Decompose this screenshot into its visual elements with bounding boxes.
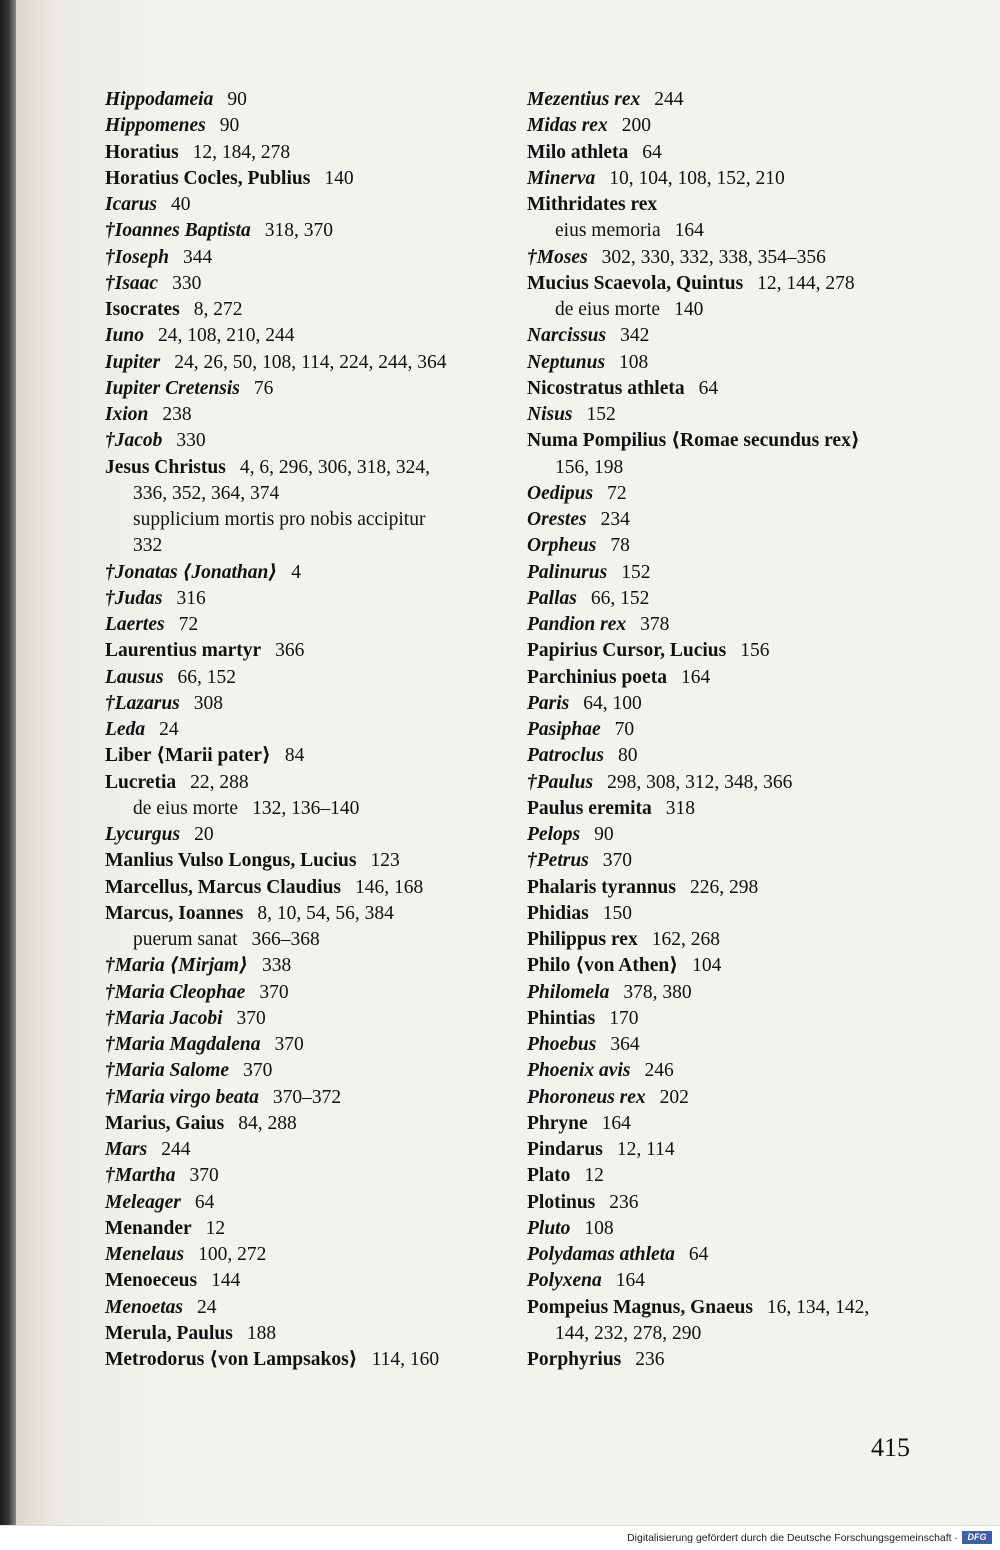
entry-name: †Maria Cleophae <box>105 981 246 1003</box>
page-refs: 370 <box>602 850 633 872</box>
entry-name: Palinurus <box>527 561 608 583</box>
index-entry <box>105 980 525 1006</box>
page-refs: 90 <box>219 115 240 137</box>
index-entry <box>527 140 947 166</box>
page-refs: 144, 232, 278, 290 <box>555 1322 702 1344</box>
page-refs: 132, 136–140 <box>252 797 360 819</box>
page-refs: 164 <box>601 1112 631 1134</box>
index-entry <box>527 743 947 769</box>
footer-bar <box>0 1525 1000 1550</box>
entry-name: †Moses <box>527 246 588 268</box>
page-refs: 366–368 <box>251 929 320 950</box>
index-entry <box>105 1242 525 1268</box>
page-refs: 330 <box>172 272 202 294</box>
page-refs: 64 <box>642 141 662 163</box>
index-entry <box>527 271 947 297</box>
page-refs: 70 <box>614 719 635 740</box>
index-column-left <box>105 87 525 1373</box>
entry-name: Orpheus <box>527 535 597 557</box>
page-refs: 332 <box>133 535 163 557</box>
entry-name: Polyxena <box>527 1270 602 1292</box>
entry-name: Numa Pompilius ⟨Romae secundus rex⟩ <box>527 430 860 452</box>
subentry-text: puerum sanat <box>133 929 238 950</box>
index-column-right <box>527 87 947 1373</box>
subentry-text: de eius morte <box>555 299 661 320</box>
index-entry <box>527 980 947 1006</box>
page-refs: 114, 160 <box>371 1349 440 1370</box>
page-refs: 308 <box>193 692 224 714</box>
index-entry <box>527 1137 947 1163</box>
index-entry <box>527 1268 947 1294</box>
page-refs: 24 <box>197 1296 217 1318</box>
page-refs: 152 <box>586 404 616 425</box>
entry-name: Pindarus <box>527 1139 603 1160</box>
entry-name: Metrodorus ⟨von Lampsakos⟩ <box>105 1349 358 1370</box>
page-refs: 164 <box>615 1270 645 1292</box>
page-refs: 162, 268 <box>651 929 720 950</box>
entry-name: Ixion <box>105 404 149 425</box>
index-subentry <box>527 297 947 323</box>
entry-name: Nicostratus athleta <box>527 377 685 399</box>
page-refs: 152 <box>621 561 651 583</box>
page-refs: 24 <box>159 719 179 740</box>
index-entry <box>105 586 525 612</box>
index-entry <box>105 323 525 349</box>
index-entry <box>527 87 947 113</box>
entry-name: Iupiter Cretensis <box>105 377 240 399</box>
entry-name: Phryne <box>527 1112 588 1134</box>
page-refs: 40 <box>171 194 191 215</box>
page-refs: 226, 298 <box>689 876 759 898</box>
index-entry <box>105 612 525 638</box>
page-refs: 244 <box>161 1139 191 1160</box>
index-entry <box>105 218 525 244</box>
index-entry <box>105 1163 525 1189</box>
entry-name: Icarus <box>105 194 158 215</box>
page-refs: 100, 272 <box>198 1244 267 1265</box>
index-entry <box>105 140 525 166</box>
index-entry <box>527 560 947 586</box>
subentry-text: de eius morte <box>133 797 239 819</box>
index-entry <box>527 245 947 271</box>
index-entry <box>527 665 947 691</box>
entry-name: Hippomenes <box>105 115 206 137</box>
index-entry <box>105 87 525 113</box>
page-refs: 200 <box>621 115 651 137</box>
page-refs: 64, 100 <box>583 692 642 714</box>
entry-name: †Maria virgo beata <box>105 1086 259 1108</box>
index-entry <box>105 1321 525 1347</box>
index-entry <box>105 848 525 874</box>
page-refs: 10, 104, 108, 152, 210 <box>609 167 785 189</box>
entry-name: Pluto <box>527 1217 571 1239</box>
page-refs: 72 <box>607 482 627 504</box>
entry-name: Phidias <box>527 902 589 924</box>
page-refs: 12, 184, 278 <box>192 141 291 163</box>
entry-name: Lausus <box>105 666 164 688</box>
entry-name: Isocrates <box>105 299 180 320</box>
entry-name: †Petrus <box>527 850 589 872</box>
entry-name: Porphyrius <box>527 1349 622 1370</box>
index-entry <box>527 507 947 533</box>
index-entry <box>105 166 525 192</box>
page-refs: 202 <box>659 1086 689 1108</box>
page-refs: 64 <box>688 1244 709 1265</box>
index-entry <box>527 533 947 559</box>
entry-name: Menander <box>105 1217 192 1239</box>
index-entry <box>527 848 947 874</box>
dfg-logo: DFG <box>962 1531 992 1544</box>
page-refs: 4 <box>291 561 302 583</box>
index-entry <box>527 1295 947 1321</box>
index-entry <box>527 376 947 402</box>
index-entry <box>527 166 947 192</box>
entry-name: †Jacob <box>105 430 163 452</box>
index-entry <box>527 1085 947 1111</box>
index-entry <box>105 376 525 402</box>
index-entry <box>527 612 947 638</box>
entry-name: Mithridates rex <box>527 194 658 215</box>
index-entry <box>105 1032 525 1058</box>
entry-name: Pelops <box>527 824 581 845</box>
entry-name: Pompeius Magnus, Gnaeus <box>527 1296 753 1318</box>
index-entry <box>527 1032 947 1058</box>
entry-name: Nisus <box>527 404 573 425</box>
page-refs: 164 <box>680 666 711 688</box>
index-entry <box>527 586 947 612</box>
entry-name: Milo athleta <box>527 141 629 163</box>
index-continuation <box>105 481 525 507</box>
index-entry <box>527 402 947 428</box>
page-refs: 22, 288 <box>190 771 249 793</box>
index-entry <box>527 1242 947 1268</box>
entry-name: Menoetas <box>105 1296 183 1318</box>
page-refs: 366 <box>275 640 305 662</box>
entry-name: Hippodameia <box>105 89 214 110</box>
footer-credit-text: Digitalisierung gefördert durch die Deutsche Forschungsgemeinschaft · <box>627 1532 958 1544</box>
page-refs: 24, 26, 50, 108, 114, 224, 244, 364 <box>174 351 447 373</box>
index-entry <box>527 691 947 717</box>
page-refs: 108 <box>619 351 649 373</box>
entry-name: †Lazarus <box>105 692 180 714</box>
page-refs: 378 <box>640 614 670 635</box>
index-entry <box>105 1058 525 1084</box>
index-entry <box>105 350 525 376</box>
index-entry <box>105 1295 525 1321</box>
entry-name: Phintias <box>527 1007 596 1029</box>
index-entry <box>105 1006 525 1032</box>
page-refs: 370 <box>259 981 289 1003</box>
index-subentry <box>105 507 525 533</box>
page-refs: 336, 352, 364, 374 <box>133 482 280 504</box>
index-entry <box>527 875 947 901</box>
page-refs: 170 <box>609 1007 639 1029</box>
entry-name: Marcus, Ioannes <box>105 902 244 924</box>
entry-name: Mezentius rex <box>527 89 641 110</box>
index-entry <box>105 822 525 848</box>
index-entry <box>105 1216 525 1242</box>
entry-name: Merula, Paulus <box>105 1322 233 1344</box>
page-refs: 156 <box>740 640 770 662</box>
entry-name: †Maria ⟨Mirjam⟩ <box>105 955 248 977</box>
entry-name: Lucretia <box>105 771 177 793</box>
page-refs: 12, 114 <box>616 1139 675 1160</box>
page-refs: 20 <box>194 824 214 845</box>
page-refs: 370 <box>243 1060 273 1082</box>
index-entry <box>527 1163 947 1189</box>
index-entry <box>105 113 525 139</box>
index-entry <box>105 691 525 717</box>
entry-name: Paris <box>527 692 570 714</box>
entry-name: Patroclus <box>527 745 604 767</box>
page-refs: 330 <box>176 430 206 452</box>
page-refs: 80 <box>617 745 638 767</box>
page-refs: 164 <box>674 220 704 242</box>
page-refs: 344 <box>182 246 213 268</box>
entry-name: †Martha <box>105 1165 176 1187</box>
index-entry <box>527 1347 947 1373</box>
index-entry <box>527 1190 947 1216</box>
index-continuation <box>527 455 947 481</box>
index-entry <box>105 1268 525 1294</box>
index-entry <box>105 1085 525 1111</box>
index-subentry <box>105 927 525 953</box>
entry-name: Philomela <box>527 981 610 1003</box>
index-subentry <box>527 218 947 244</box>
page-refs: 76 <box>253 377 274 399</box>
page-refs: 140 <box>674 299 704 320</box>
page-refs: 318, 370 <box>264 220 333 242</box>
index-entry <box>527 953 947 979</box>
entry-name: Pasiphae <box>527 719 601 740</box>
page-refs: 302, 330, 332, 338, 354–356 <box>601 246 826 268</box>
index-entry <box>527 796 947 822</box>
index-entry <box>105 1111 525 1137</box>
index-entry <box>527 1006 947 1032</box>
entry-name: Phalaris tyrannus <box>527 876 676 898</box>
entry-name: Polydamas athleta <box>527 1244 675 1265</box>
entry-name: Manlius Vulso Longus, Lucius <box>105 850 357 872</box>
entry-name: Narcissus <box>527 325 607 347</box>
page-refs: 338 <box>261 955 292 977</box>
page-refs: 72 <box>178 614 199 635</box>
page-refs: 66, 152 <box>590 587 650 609</box>
entry-name: Jesus Christus <box>105 456 226 478</box>
entry-name: Parchinius poeta <box>527 666 667 688</box>
index-entry <box>527 481 947 507</box>
entry-name: †Paulus <box>527 771 594 793</box>
page-refs: 236 <box>635 1349 665 1370</box>
page-refs: 236 <box>609 1191 639 1213</box>
index-entry <box>105 638 525 664</box>
entry-name: Orestes <box>527 509 587 530</box>
index-entry <box>527 323 947 349</box>
entry-name: Liber ⟨Marii pater⟩ <box>105 745 271 767</box>
page-refs: 234 <box>600 509 630 530</box>
index-entry <box>527 113 947 139</box>
index-entry <box>105 770 525 796</box>
entry-name: Laurentius martyr <box>105 640 262 662</box>
entry-name: Marius, Gaius <box>105 1112 225 1134</box>
page-refs: 140 <box>324 167 354 189</box>
index-entry <box>527 428 947 454</box>
index-entry <box>527 192 947 218</box>
entry-name: Plato <box>527 1165 571 1187</box>
entry-name: †Ioseph <box>105 246 169 268</box>
index-entry <box>527 717 947 743</box>
index-entry <box>527 1216 947 1242</box>
entry-name: †Judas <box>105 587 163 609</box>
entry-name: †Maria Magdalena <box>105 1034 261 1055</box>
entry-name: Philo ⟨von Athen⟩ <box>527 955 679 977</box>
page-number: 415 <box>871 1433 910 1462</box>
page-refs: 12 <box>205 1217 226 1239</box>
page-refs: 8, 10, 54, 56, 384 <box>257 902 394 924</box>
entry-name: †Maria Jacobi <box>105 1007 223 1029</box>
page-refs: 64 <box>194 1191 215 1213</box>
book-binding-shadow <box>0 0 16 1549</box>
entry-name: Paulus eremita <box>527 797 652 819</box>
entry-name: Phoroneus rex <box>527 1086 646 1108</box>
entry-name: Menoeceus <box>105 1270 198 1292</box>
page-refs: 156, 198 <box>555 456 624 478</box>
page-refs: 318 <box>665 797 696 819</box>
entry-name: †Maria Salome <box>105 1060 230 1082</box>
entry-name: Pallas <box>527 587 577 609</box>
entry-name: Meleager <box>105 1191 181 1213</box>
index-entry <box>105 192 525 218</box>
page-refs: 244 <box>654 89 684 110</box>
page-refs: 316 <box>176 587 206 609</box>
entry-name: Horatius Cocles, Publius <box>105 167 311 189</box>
entry-name: Phoebus <box>527 1034 597 1055</box>
index-entry <box>527 770 947 796</box>
page-refs: 66, 152 <box>177 666 237 688</box>
subentry-text: eius memoria <box>555 220 661 242</box>
entry-name: Phoenix avis <box>527 1060 631 1082</box>
index-entry <box>105 1347 525 1373</box>
entry-name: Philippus rex <box>527 929 638 950</box>
entry-name: †Ioannes Baptista <box>105 220 251 242</box>
entry-name: Midas rex <box>527 115 608 137</box>
page-refs: 238 <box>162 404 192 425</box>
page-refs: 246 <box>644 1060 674 1082</box>
index-entry <box>105 297 525 323</box>
index-entry <box>527 350 947 376</box>
subentry-text: supplicium mortis pro nobis accipitur <box>133 509 426 530</box>
page-refs: 188 <box>246 1322 277 1344</box>
entry-name: Laertes <box>105 614 165 635</box>
page-refs: 378, 380 <box>623 981 692 1003</box>
page-refs: 84, 288 <box>238 1112 297 1134</box>
index-entry <box>527 822 947 848</box>
page-refs: 90 <box>594 824 614 845</box>
page-refs: 144 <box>211 1270 241 1292</box>
index-entry <box>527 638 947 664</box>
page-refs: 370 <box>274 1034 304 1055</box>
index-entry <box>105 560 525 586</box>
index-entry <box>105 875 525 901</box>
page-refs: 8, 272 <box>193 299 243 320</box>
page-refs: 24, 108, 210, 244 <box>158 325 295 347</box>
entry-name: Minerva <box>527 167 596 189</box>
page-refs: 84 <box>284 745 305 767</box>
index-entry <box>105 901 525 927</box>
page-refs: 370 <box>189 1165 219 1187</box>
entry-name: Papirius Cursor, Lucius <box>527 640 727 662</box>
entry-name: Leda <box>105 719 146 740</box>
index-entry <box>105 665 525 691</box>
page-refs: 364 <box>610 1034 640 1055</box>
index-entry <box>105 717 525 743</box>
page-refs: 123 <box>370 850 400 872</box>
entry-name: Pandion rex <box>527 614 627 635</box>
entry-name: Menelaus <box>105 1244 185 1265</box>
index-entry <box>105 743 525 769</box>
index-entry <box>105 402 525 428</box>
page-refs: 12 <box>584 1165 604 1187</box>
page-refs: 78 <box>610 535 630 557</box>
entry-name: Iupiter <box>105 351 161 373</box>
index-entry <box>105 271 525 297</box>
page-refs: 150 <box>602 902 633 924</box>
entry-name: †Isaac <box>105 272 159 294</box>
index-entry <box>105 953 525 979</box>
index-subentry <box>105 796 525 822</box>
index-continuation <box>105 533 525 559</box>
page-refs: 64 <box>698 377 719 399</box>
entry-name: Mars <box>105 1139 148 1160</box>
page-refs: 370–372 <box>272 1086 342 1108</box>
page-refs: 370 <box>236 1007 266 1029</box>
page-refs: 12, 144, 278 <box>757 272 855 294</box>
index-entry <box>105 1137 525 1163</box>
index-entry <box>527 1111 947 1137</box>
page-refs: 4, 6, 296, 306, 318, 324, <box>239 456 430 478</box>
page-refs: 104 <box>692 955 722 977</box>
entry-name: Lycurgus <box>105 824 181 845</box>
page-refs: 298, 308, 312, 348, 366 <box>607 771 793 793</box>
entry-name: †Jonatas ⟨Jonathan⟩ <box>105 561 278 583</box>
entry-name: Plotinus <box>527 1191 596 1213</box>
page-refs: 146, 168 <box>355 876 424 898</box>
index-entry <box>527 901 947 927</box>
entry-name: Oedipus <box>527 482 594 504</box>
index-continuation <box>527 1321 947 1347</box>
index-entry <box>105 1190 525 1216</box>
page-refs: 342 <box>620 325 650 347</box>
entry-name: Mucius Scaevola, Quintus <box>527 272 744 294</box>
entry-name: Neptunus <box>527 351 606 373</box>
entry-name: Iuno <box>105 325 145 347</box>
index-entry <box>105 455 525 481</box>
index-entry <box>105 245 525 271</box>
index-entry <box>527 927 947 953</box>
entry-name: Marcellus, Marcus Claudius <box>105 876 341 898</box>
page-refs: 108 <box>584 1217 614 1239</box>
index-entry <box>105 428 525 454</box>
page-refs: 90 <box>227 89 247 110</box>
index-page <box>16 0 1000 1525</box>
page-refs: 16, 134, 142, <box>766 1296 870 1318</box>
index-entry <box>527 1058 947 1084</box>
entry-name: Horatius <box>105 141 179 163</box>
